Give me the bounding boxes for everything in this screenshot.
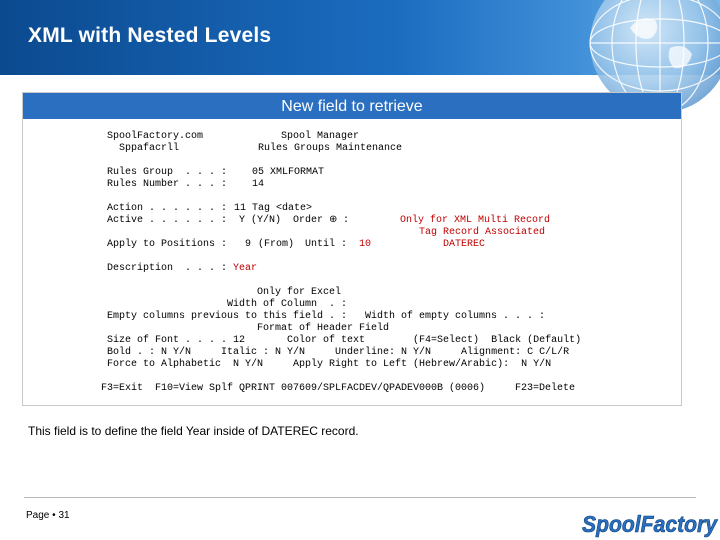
apply-positions-label: Apply to Positions : xyxy=(107,239,228,250)
logo-text: SpoolFactory xyxy=(582,511,719,537)
action-value[interactable]: 11 Tag <date> xyxy=(234,203,313,214)
spoolfactory-logo xyxy=(580,505,720,540)
slide-caption: This field is to define the field Year inside of DATEREC record. xyxy=(28,424,359,438)
bold-italic-line: Bold . : N Y/N Italic : N Y/N Underline: N Y/N Alignment: C C/L/R xyxy=(107,347,570,358)
order-cursor-icon[interactable]: ⊕ xyxy=(329,215,338,226)
note-line-3: DATEREC xyxy=(443,239,486,250)
rules-number-label: Rules Number . . . : xyxy=(107,179,228,190)
f3-exit-key[interactable]: F3=Exit xyxy=(101,383,144,394)
description-label: Description . . . : xyxy=(107,263,228,274)
rules-number-value[interactable]: 14 xyxy=(252,179,265,190)
page-value: 31 xyxy=(58,510,70,521)
empty-columns-label: Empty columns previous to this field . : xyxy=(107,311,348,322)
f10-view-key[interactable]: F10=View Splf QPRINT 007609/SPLFACDEV/QPADEV000B (0006) xyxy=(155,383,486,394)
from-label: (From) xyxy=(258,239,295,250)
program-name: Sppafacrll xyxy=(119,143,180,154)
width-empty-label: Width of empty columns . . . : xyxy=(365,311,546,322)
active-value[interactable]: Y (Y/N) xyxy=(239,215,282,226)
until-label: Until : xyxy=(305,239,348,250)
force-alpha-line: Force to Alphabetic N Y/N Apply Right to Left (Hebrew/Arabic): N Y/N xyxy=(107,359,552,370)
action-label: Action . . . . . . : xyxy=(107,203,228,214)
slide-header xyxy=(0,0,720,75)
width-column-label: Width of Column . : xyxy=(227,299,348,310)
footer-divider xyxy=(24,497,696,498)
until-value[interactable]: 10 xyxy=(359,239,372,250)
screen-title: Spool Manager xyxy=(281,131,360,142)
description-value[interactable]: Year xyxy=(233,263,258,274)
active-label: Active . . . . . . : xyxy=(107,215,228,226)
panel-title: New field to retrieve xyxy=(23,93,681,119)
header-format-label: Format of Header Field xyxy=(257,323,390,334)
rules-group-value[interactable]: 05 XMLFORMAT xyxy=(252,167,325,178)
terminal-panel xyxy=(22,92,682,406)
note-line-2: Tag Record Associated xyxy=(419,227,546,238)
order-colon: : xyxy=(343,215,350,226)
f23-delete-key[interactable]: F23=Delete xyxy=(515,383,576,394)
screen-subtitle: Rules Groups Maintenance xyxy=(258,143,403,154)
app-name: SpoolFactory.com xyxy=(107,131,204,142)
order-label: Order xyxy=(293,215,324,226)
rules-group-label: Rules Group . . . : xyxy=(107,167,228,178)
page-number xyxy=(26,510,70,521)
excel-title: Only for Excel xyxy=(257,287,342,298)
slide-title: XML with Nested Levels xyxy=(28,24,272,47)
note-line-1: Only for XML Multi Record xyxy=(400,215,551,226)
from-value[interactable]: 9 xyxy=(245,239,252,250)
page-label: Page xyxy=(26,510,50,521)
page-bullet: • xyxy=(52,510,56,521)
font-size-line: Size of Font . . . . 12 Color of text (F4=Select) Black (Default) xyxy=(107,335,582,346)
